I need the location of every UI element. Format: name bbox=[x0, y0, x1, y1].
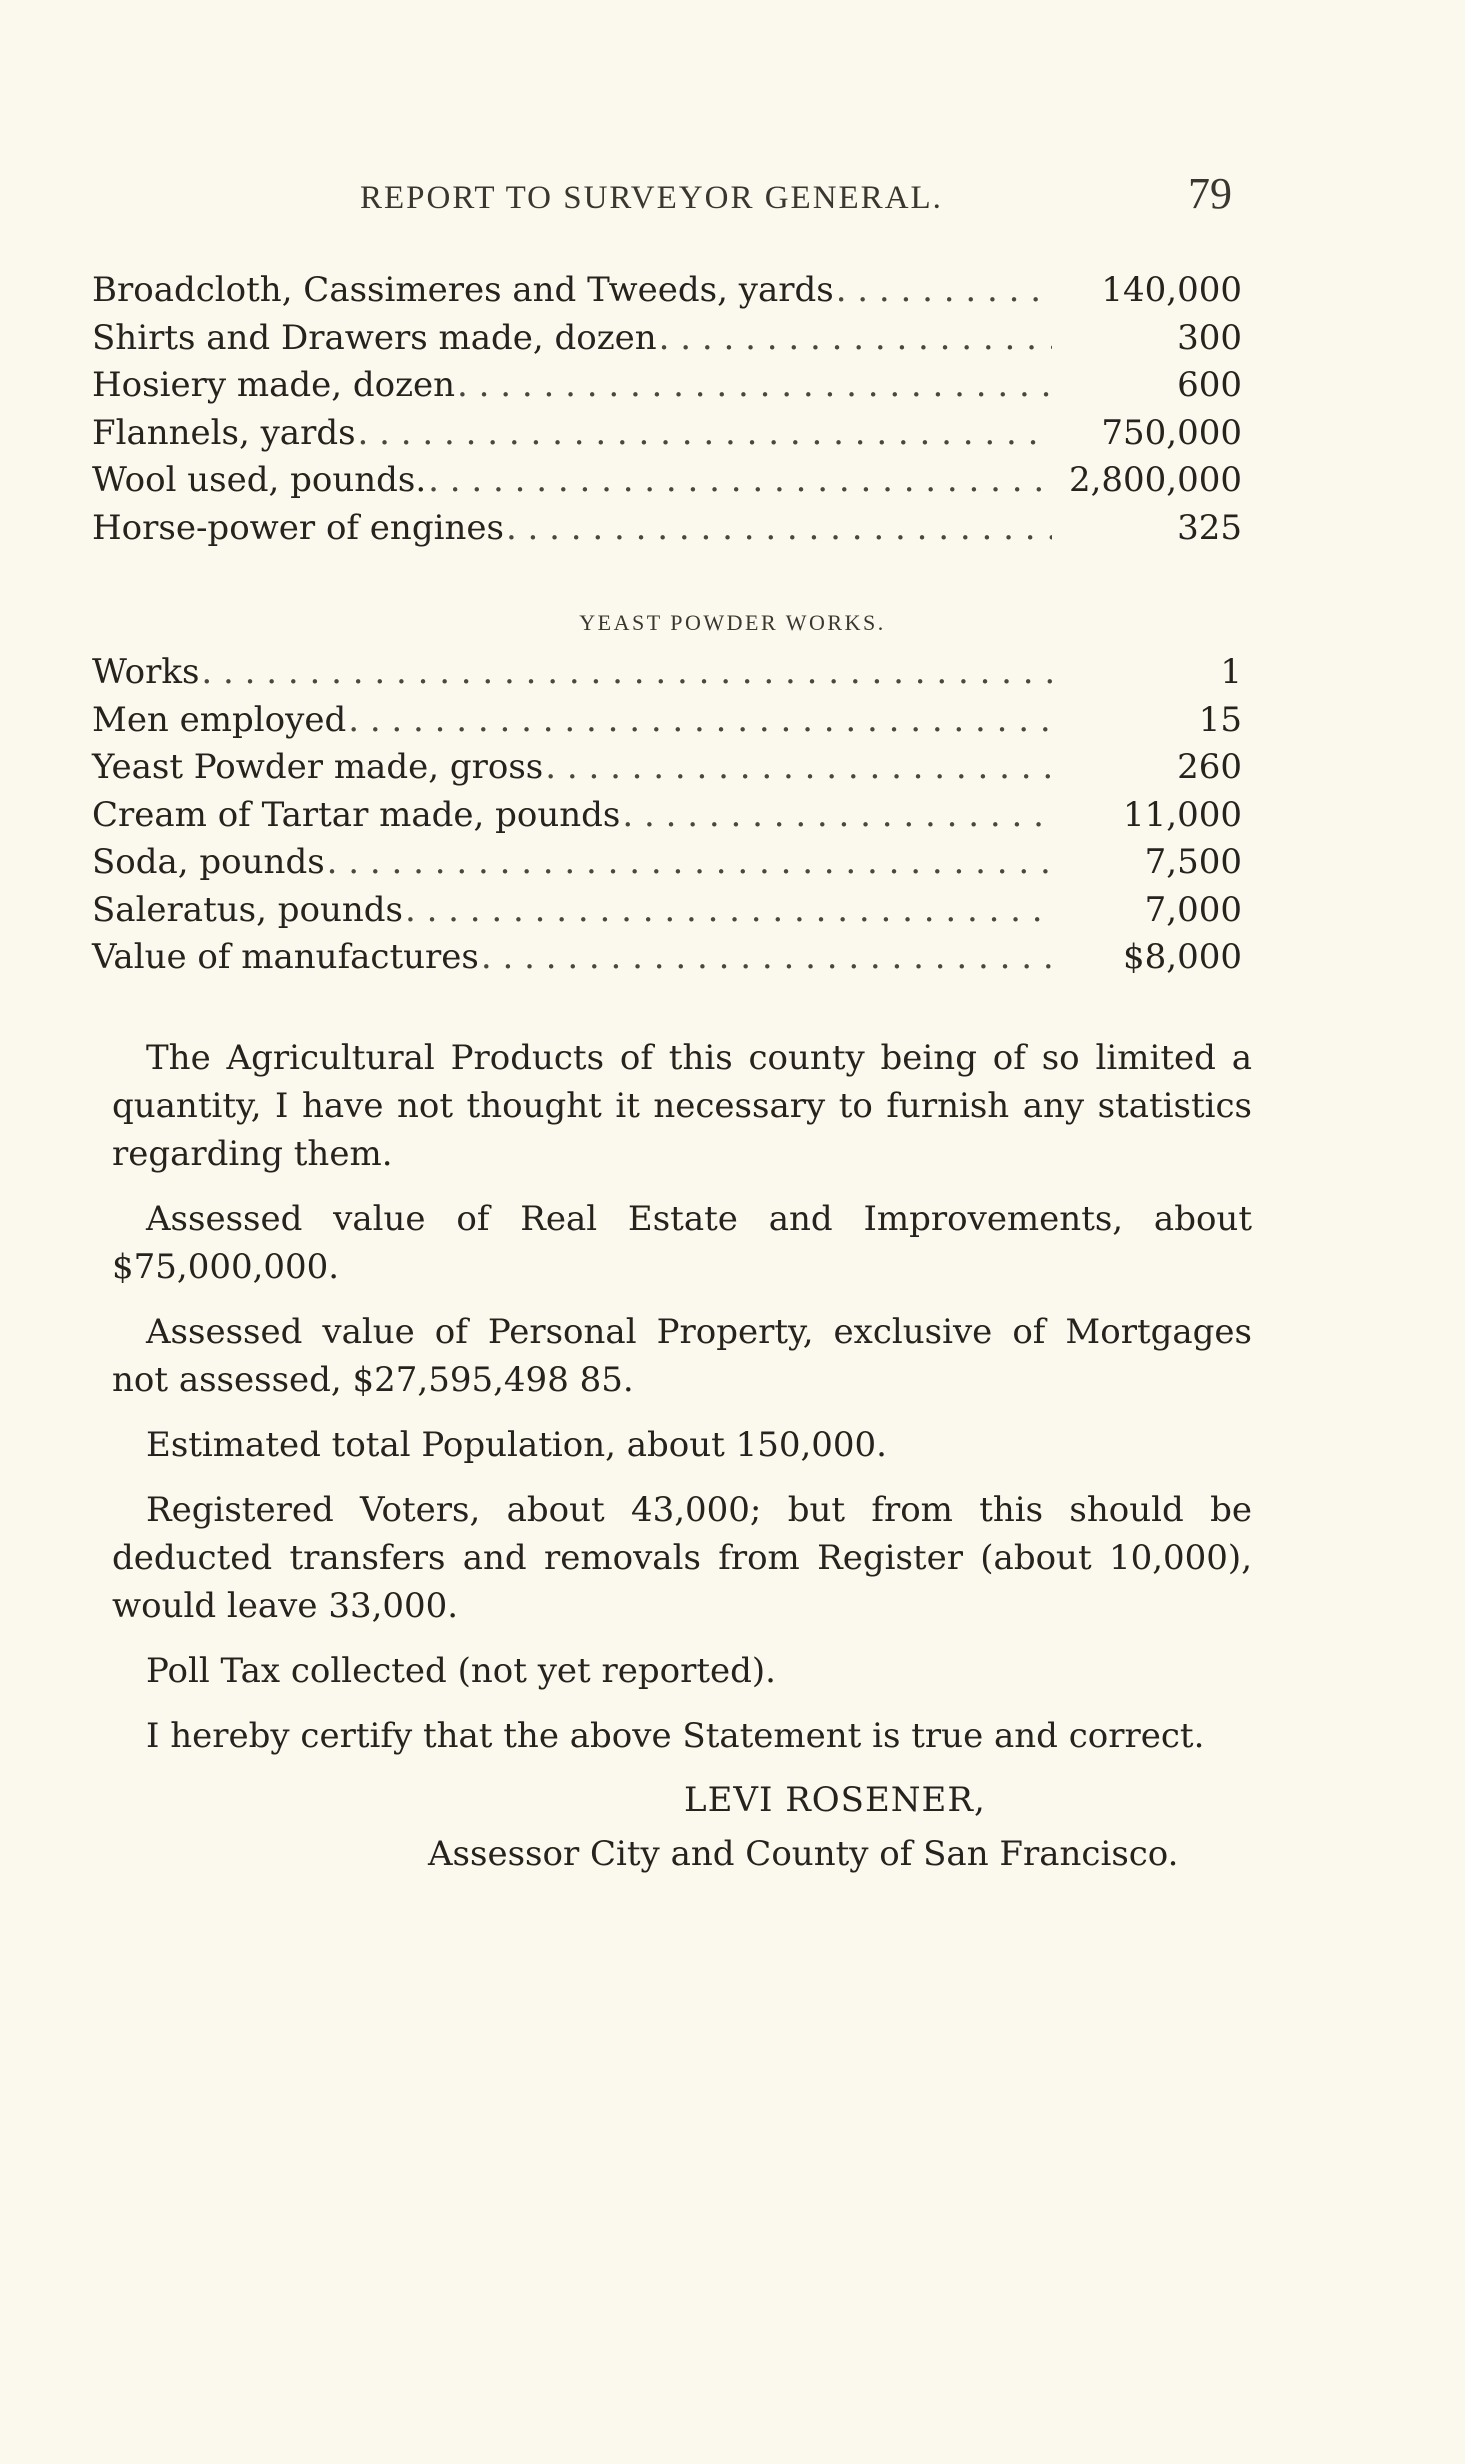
stat-row bbox=[92, 747, 1242, 795]
paragraph-poll-tax: Poll Tax collected (not yet reported). bbox=[146, 1651, 776, 1691]
page-header bbox=[0, 168, 1465, 228]
paragraph-real-estate-value: Assessed value of Real Estate and Improvements, about $75,000,000. bbox=[112, 1199, 1252, 1287]
dot-leader bbox=[506, 508, 1052, 548]
stat-row bbox=[92, 508, 1242, 556]
stat-value: 750,000 bbox=[1101, 412, 1242, 453]
woolen-stats-table bbox=[92, 270, 1242, 555]
stat-value: $8,000 bbox=[1123, 937, 1242, 977]
stat-label: Wool used, pounds. bbox=[92, 460, 427, 500]
stat-label: Hosiery made, dozen bbox=[92, 365, 456, 405]
dot-leader bbox=[545, 747, 1052, 787]
stat-row bbox=[92, 890, 1242, 938]
dot-leader bbox=[348, 700, 1052, 740]
stat-value: 7,000 bbox=[1144, 889, 1242, 930]
dot-leader bbox=[405, 890, 1052, 930]
stat-row bbox=[92, 318, 1242, 366]
stat-row bbox=[92, 270, 1242, 318]
stat-row bbox=[92, 937, 1242, 985]
paragraph-personal-property-value: Assessed value of Personal Property, exclusive of Mortgages not assessed, $27,595,498 85. bbox=[112, 1312, 1252, 1400]
stat-label: Shirts and Drawers made, dozen bbox=[92, 317, 657, 358]
stat-value: 1 bbox=[1220, 652, 1242, 692]
stat-label: Broadcloth, Cassimeres and Tweeds, yards bbox=[92, 270, 834, 310]
stat-row bbox=[92, 365, 1242, 413]
stat-label: Works bbox=[92, 652, 200, 692]
dot-leader bbox=[659, 318, 1052, 358]
section-title-yeast-powder-works: YEAST POWDER WORKS. bbox=[579, 610, 886, 635]
stat-value: 300 bbox=[1177, 317, 1242, 358]
paragraph-population: Estimated total Population, about 150,000. bbox=[146, 1425, 887, 1465]
dot-leader bbox=[201, 652, 1052, 692]
dot-leader bbox=[327, 842, 1052, 882]
stat-row bbox=[92, 795, 1242, 843]
stat-label: Value of manufactures bbox=[92, 937, 479, 977]
paragraph-certification: I hereby certify that the above Statement is true and correct. bbox=[146, 1716, 1205, 1756]
stat-row bbox=[92, 652, 1242, 700]
signatory-name: LEVI ROSENER, bbox=[684, 1780, 986, 1820]
stat-label: Men employed bbox=[92, 699, 347, 740]
page-number: 79 bbox=[1188, 169, 1232, 218]
stat-value: 7,500 bbox=[1144, 842, 1242, 882]
stat-row bbox=[92, 700, 1242, 748]
stat-value: 260 bbox=[1177, 747, 1242, 787]
stat-label: Flannels, yards bbox=[92, 412, 356, 453]
stat-value: 140,000 bbox=[1101, 270, 1242, 310]
stat-label: Cream of Tartar made, pounds bbox=[92, 794, 621, 835]
dot-leader bbox=[622, 795, 1052, 835]
dot-leader bbox=[358, 413, 1052, 453]
signatory-title: Assessor City and County of San Francisco. bbox=[428, 1834, 1179, 1874]
dot-leader bbox=[428, 460, 1052, 500]
paragraph-registered-voters: Registered Voters, about 43,000; but from this should be deducted transfers and removals from Register (about 10,000), would leave 33,000. bbox=[112, 1490, 1252, 1626]
dot-leader bbox=[457, 365, 1052, 405]
yeast-stats-table bbox=[92, 652, 1242, 985]
stat-value: 2,800,000 bbox=[1068, 460, 1242, 500]
stat-row bbox=[92, 460, 1242, 508]
dot-leader bbox=[481, 937, 1052, 977]
stat-value: 15 bbox=[1198, 699, 1242, 740]
stat-value: 11,000 bbox=[1123, 794, 1242, 835]
stat-value: 600 bbox=[1177, 365, 1242, 405]
stat-value: 325 bbox=[1177, 507, 1242, 548]
paragraph-agricultural-products: The Agricultural Products of this county being of so limited a quantity, I have not thought it necessary to furnish any statistics regarding them. bbox=[112, 1038, 1252, 1174]
stat-label: Soda, pounds bbox=[92, 842, 325, 882]
running-head: REPORT TO SURVEYOR GENERAL. bbox=[360, 180, 943, 216]
stat-row bbox=[92, 413, 1242, 461]
stat-label: Saleratus, pounds bbox=[92, 889, 403, 930]
stat-row bbox=[92, 842, 1242, 890]
stat-label: Yeast Powder made, gross bbox=[92, 747, 544, 787]
dot-leader bbox=[836, 270, 1052, 310]
stat-label: Horse-power of engines bbox=[92, 507, 504, 548]
body-text bbox=[112, 1034, 1252, 1777]
